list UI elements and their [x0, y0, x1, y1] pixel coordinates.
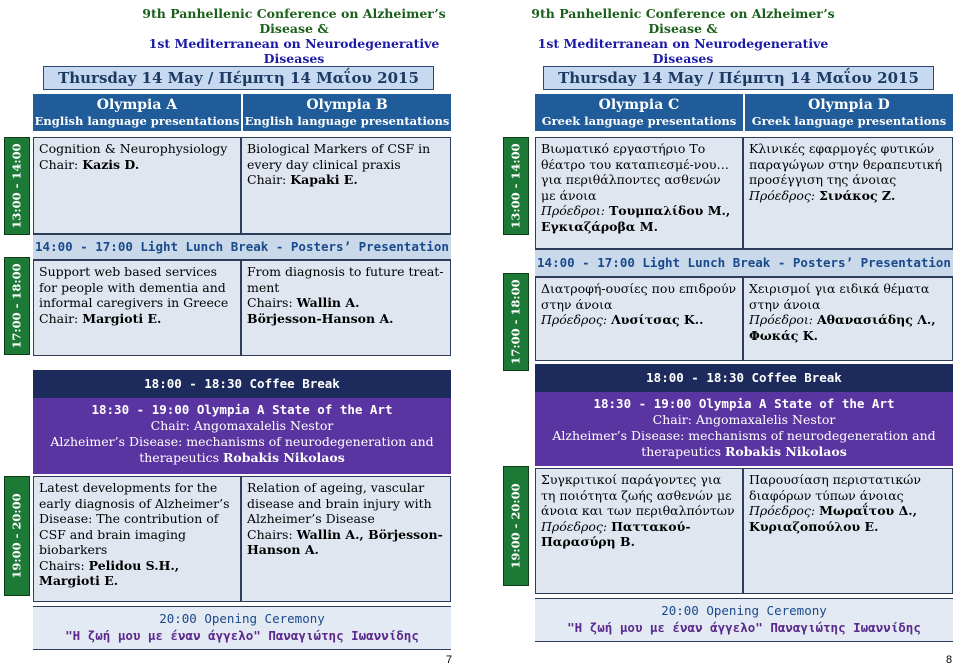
time-slot-19-20: 19:00 - 20:00 — [503, 466, 529, 586]
venue-olympia-a — [33, 94, 241, 131]
session-a3 — [33, 476, 241, 602]
conf-edition: 9th — [531, 6, 555, 21]
coffee-break: 18:00 - 18:30 Coffee Break — [33, 370, 451, 398]
conference-header — [124, 6, 464, 66]
session-title: Βιωματικό εργαστήριο Το θέατρο του καταπιεσμέ-νου… για περιθάλποντες ασθενών με άνοια — [541, 141, 730, 203]
venue-name: Olympia D — [808, 97, 890, 113]
time-slot-17-18: 17:00 - 18:00 — [4, 257, 30, 355]
time-slot-19-20: 19:00 - 20:00 — [4, 476, 30, 596]
session-chair: Chair: Kapaki E. — [247, 172, 358, 187]
session-chair: Chair: Kazis D. — [39, 156, 140, 172]
venue-language: Greek language presentations — [541, 114, 737, 128]
page-number: 7 — [446, 654, 453, 666]
session-title: Διατροφή-ουσίες που επιδρούν στην άνοια — [541, 281, 737, 312]
session-chair: Chairs: Wallin A. — [247, 295, 360, 310]
venue-name: Olympia B — [306, 97, 388, 113]
state-of-the-art — [33, 398, 451, 474]
session-d3 — [743, 468, 953, 594]
session-title: Συγκριτικοί παράγοντες για τη ποιότητα ζωής ασθενών με άνοια και των περιθαλπόντων — [541, 472, 735, 518]
sota-chair: Chair: Angomaxalelis Nestor — [652, 412, 836, 427]
session-chair: Chairs: Wallin A., Börjesson-Hanson A. — [247, 526, 443, 557]
sota-title: 18:30 - 19:00 Olympia A State of the Art — [593, 396, 895, 411]
session-c2 — [535, 277, 743, 361]
session-b2 — [241, 260, 451, 356]
sota-topic: Alzheimer’s Disease: mechanisms of neurodegeneration and therapeutics Robakis Nikolaos — [552, 428, 936, 459]
session-d2 — [743, 277, 953, 361]
session-title: Cognition & Neurophysiology — [39, 141, 228, 156]
session-title: Κλινικές εφαρμογές φυτικών παραγώγων στην θεραπευτική προσέγγιση της άνοιας — [749, 141, 943, 187]
venue-language: English language presentations — [244, 114, 450, 128]
session-chair: Πρόεδροι: Αθανασιάδης Λ., Φωκάς Κ. — [749, 312, 936, 343]
sota-title: 18:30 - 19:00 Olympia A State of the Art — [91, 402, 393, 417]
session-b1 — [241, 137, 451, 234]
sota-speaker: Robakis Nikolaos — [725, 444, 847, 459]
session-chair: Chairs: Pelidou S.H., Margioti E. — [39, 557, 180, 588]
conf-title-line2: 1st Mediterranean on Neurodegenerative Diseases — [537, 36, 829, 66]
lunch-break: 14:00 - 17:00 Light Lunch Break - Posters’ Presentation — [535, 249, 953, 277]
session-title: Relation of ageing, vascular disease and brain injury with Alzheimer’s Disease — [247, 480, 432, 526]
session-c3 — [535, 468, 743, 594]
conf-title-line2: 1st Mediterranean on Neurodegenerative Diseases — [148, 36, 440, 66]
opening-ceremony — [535, 598, 953, 642]
ceremony-performance: "Η ζωή μου με έναν άγγελο" Παναγιώτης Ιωαννίδης — [65, 628, 419, 643]
session-title: Biological Markers of CSF in every day clinical praxis — [247, 141, 431, 172]
session-d1 — [743, 137, 953, 249]
venue-olympia-b — [243, 94, 451, 131]
venue-language: Greek language presentations — [751, 114, 947, 128]
session-chair: Πρόεδρος: Παττακού-Παρασύρη Β. — [541, 518, 691, 549]
coffee-break: 18:00 - 18:30 Coffee Break — [535, 364, 953, 392]
conf-title-line1: Panhellenic Conference on Alzheimer’s Disease & — [165, 6, 446, 36]
page-number: 8 — [946, 654, 953, 666]
venue-olympia-d — [745, 94, 953, 131]
session-a1 — [33, 137, 241, 234]
time-slot-13-14: 13:00 - 14:00 — [503, 137, 529, 235]
ceremony-performance: "Η ζωή μου με έναν άγγελο" Παναγιώτης Ιωαννίδης — [567, 620, 921, 635]
day-title: Thursday 14 May / Πέμπτη 14 Μαΐου 2015 — [43, 66, 434, 90]
sota-speaker: Robakis Nikolaos — [223, 450, 345, 465]
sota-chair: Chair: Angomaxalelis Nestor — [150, 418, 334, 433]
session-b3 — [241, 476, 451, 602]
venue-name: Olympia C — [598, 97, 680, 113]
lunch-break: 14:00 - 17:00 Light Lunch Break - Posters’ Presentation — [33, 234, 451, 260]
venue-name: Olympia A — [96, 97, 178, 113]
session-chair-2: Börjesson-Hanson A. — [247, 310, 394, 326]
session-chair: Chair: Margioti E. — [39, 310, 162, 326]
session-c1 — [535, 137, 743, 249]
session-title: Support web based services for people with dementia and informal caregivers in Greece — [39, 264, 229, 310]
session-title: From diagnosis to future treat-ment — [247, 264, 444, 295]
session-chair: Πρόεδρος: Σινάκος Ζ. — [749, 187, 896, 203]
session-title: Χειρισμοί για ειδικά θέματα στην άνοια — [749, 281, 930, 312]
session-chair: Πρόεδροι: Τουμπαλίδου Μ., Εγκιαζάροβα Μ. — [541, 203, 731, 234]
session-a2 — [33, 260, 241, 356]
venue-language: English language presentations — [34, 114, 240, 128]
session-title: Latest developments for the early diagnosis of Alzheimer’s Disease: The contribution of CSF and brain imaging biobarkers — [39, 480, 230, 557]
conf-edition: 9th — [142, 6, 166, 21]
sota-topic: Alzheimer’s Disease: mechanisms of neurodegeneration and therapeutics Robakis Nikolaos — [50, 434, 434, 465]
opening-ceremony — [33, 606, 451, 650]
ceremony-title: 20:00 Opening Ceremony — [661, 603, 827, 618]
session-chair: Πρόεδρος: Λυσίτσας Κ.. — [541, 312, 704, 327]
time-slot-13-14: 13:00 - 14:00 — [4, 137, 30, 235]
state-of-the-art — [535, 392, 953, 466]
ceremony-title: 20:00 Opening Ceremony — [159, 611, 325, 626]
day-title: Thursday 14 May / Πέμπτη 14 Μαΐου 2015 — [543, 66, 934, 90]
venue-olympia-c — [535, 94, 743, 131]
time-slot-17-18: 17:00 - 18:00 — [503, 273, 529, 371]
session-chair: Πρόεδρος: Μωραΐτου Δ., Κυριαζοπούλου Ε. — [749, 503, 917, 534]
conference-header — [513, 6, 853, 66]
session-title: Παρουσίαση περιστατικών διαφόρων τύπων άνοιας — [749, 472, 921, 503]
conf-title-line1: Panhellenic Conference on Alzheimer’s Disease & — [554, 6, 835, 36]
